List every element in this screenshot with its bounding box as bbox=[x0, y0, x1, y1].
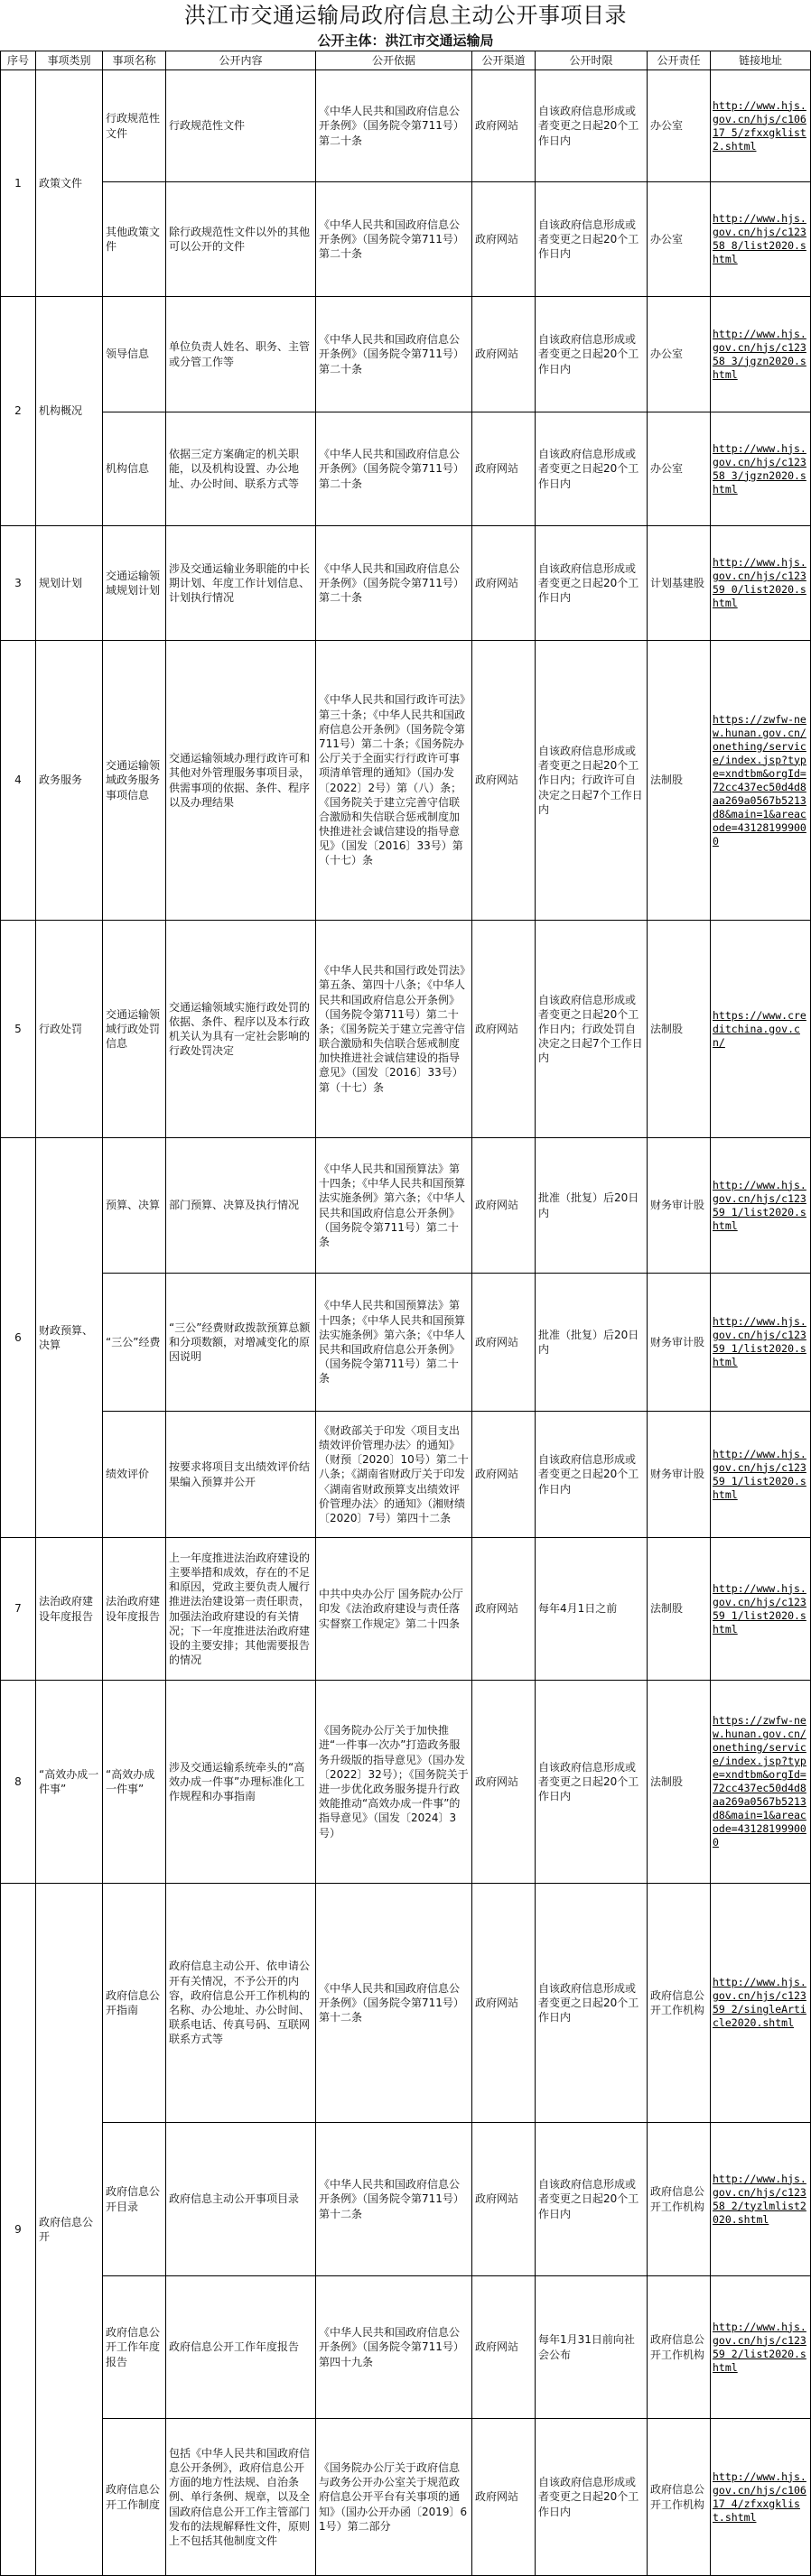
timeline-cell: 批准（批复）后20日内 bbox=[536, 1138, 648, 1274]
item-name-cell: 机构信息 bbox=[103, 412, 166, 526]
header-channel: 公开渠道 bbox=[472, 51, 536, 70]
basis-cell: 《中华人民共和国预算法》第十四条；《中华人民共和国预算法实施条例》第六条；《中华人民共和国政府信息公开条例》（国务院令第711号）第二十条 bbox=[316, 1138, 472, 1274]
timeline-cell: 自该政府信息形成或者变更之日起20个工作日内；行政许可自决定之日起7个工作日内 bbox=[536, 641, 648, 921]
table-body bbox=[1, 70, 811, 2576]
category-cell: 政务服务 bbox=[36, 641, 103, 921]
content-cell: 按要求将项目支出绩效评价结果编入预算并公开 bbox=[166, 1412, 316, 1538]
channel-cell: 政府网站 bbox=[472, 182, 536, 297]
content-cell: 政府信息主动公开、依申请公开有关情况，不予公开的内容，政府信息公开工作机构的名称、办公地址、办公时间、联系电话、传真号码、互联网联系方式等 bbox=[166, 1884, 316, 2123]
responsible-cell: 财务审计股 bbox=[648, 1274, 711, 1412]
basis-cell: 《中华人民共和国政府信息公开条例》（国务院令第711号）第十二条 bbox=[316, 1884, 472, 2123]
category-cell: 财政预算、决算 bbox=[36, 1138, 103, 1538]
header-category: 事项类别 bbox=[36, 51, 103, 70]
item-name-cell: 政府信息公开目录 bbox=[103, 2123, 166, 2276]
table-row bbox=[1, 1274, 811, 1412]
header-responsible: 公开责任 bbox=[648, 51, 711, 70]
channel-cell: 政府网站 bbox=[472, 921, 536, 1138]
channel-cell: 政府网站 bbox=[472, 297, 536, 412]
basis-cell: 《中华人民共和国政府信息公开条例》（国务院令第711号）第二十条 bbox=[316, 70, 472, 182]
channel-cell: 政府网站 bbox=[472, 2419, 536, 2576]
responsible-cell: 财务审计股 bbox=[648, 1412, 711, 1538]
timeline-cell: 每年1月31日前向社会公布 bbox=[536, 2276, 648, 2419]
item-name-cell: 交通运输领域规划计划 bbox=[103, 526, 166, 641]
table-row bbox=[1, 526, 811, 641]
table-header-row bbox=[1, 51, 811, 70]
link-cell[interactable]: http://www.hjs.gov.cn/hjs/c10617 5/zfxxgklist2.shtml bbox=[711, 70, 811, 182]
item-name-cell: 交通运输领域行政处罚信息 bbox=[103, 921, 166, 1138]
basis-cell: 《国务院办公厅关于加快推进“一件事一次办”打造政务服务升级版的指导意见》（国办发〔2022〕32号）；《国务院关于进一步优化政务服务提升行政效能推动“高效办成一件事”的指导意见》（国发〔2024〕3号） bbox=[316, 1681, 472, 1884]
basis-cell: 《中华人民共和国预算法》第十四条；《中华人民共和国预算法实施条例》第六条；《中华人民共和国政府信息公开条例》（国务院令第711号）第二十条 bbox=[316, 1274, 472, 1412]
row-index-cell: 4 bbox=[1, 641, 36, 921]
row-index-cell: 3 bbox=[1, 526, 36, 641]
disclosure-catalog-table bbox=[0, 51, 811, 2576]
basis-cell: 《中华人民共和国政府信息公开条例》（国务院令第711号）第二十条 bbox=[316, 182, 472, 297]
link-cell[interactable]: http://www.hjs.gov.cn/hjs/c12358 3/jgzn2020.shtml bbox=[711, 297, 811, 412]
responsible-cell: 政府信息公开工作机构 bbox=[648, 2123, 711, 2276]
timeline-cell: 自该政府信息形成或者变更之日起20个工作日内 bbox=[536, 2123, 648, 2276]
channel-cell: 政府网站 bbox=[472, 1681, 536, 1884]
link-cell[interactable]: http://www.hjs.gov.cn/hjs/c12358 3/jgzn2020.shtml bbox=[711, 412, 811, 526]
responsible-cell: 办公室 bbox=[648, 412, 711, 526]
responsible-cell: 法制股 bbox=[648, 641, 711, 921]
timeline-cell: 自该政府信息形成或者变更之日起20个工作日内；行政处罚自决定之日起7个工作日内 bbox=[536, 921, 648, 1138]
responsible-cell: 政府信息公开工作机构 bbox=[648, 2419, 711, 2576]
item-name-cell: 领导信息 bbox=[103, 297, 166, 412]
table-row bbox=[1, 2276, 811, 2419]
row-index-cell: 5 bbox=[1, 921, 36, 1138]
item-name-cell: 法治政府建设年度报告 bbox=[103, 1538, 166, 1681]
header-content: 公开内容 bbox=[166, 51, 316, 70]
row-index-cell: 2 bbox=[1, 297, 36, 526]
category-cell: 政府信息公开 bbox=[36, 1884, 103, 2576]
header-link: 链接地址 bbox=[711, 51, 811, 70]
link-cell[interactable]: http://www.hjs.gov.cn/hjs/c12359 1/list2020.shtml bbox=[711, 1538, 811, 1681]
responsible-cell: 政府信息公开工作机构 bbox=[648, 1884, 711, 2123]
link-cell[interactable]: http://www.hjs.gov.cn/hjs/c12359 1/list2020.shtml bbox=[711, 1274, 811, 1412]
link-cell[interactable]: http://www.hjs.gov.cn/hjs/c12358 2/tyzlmlist2020.shtml bbox=[711, 2123, 811, 2276]
channel-cell: 政府网站 bbox=[472, 526, 536, 641]
item-name-cell: 政府信息公开指南 bbox=[103, 1884, 166, 2123]
link-cell[interactable]: http://www.hjs.gov.cn/hjs/c10617 4/zfxxgklist.shtml bbox=[711, 2419, 811, 2576]
timeline-cell: 自该政府信息形成或者变更之日起20个工作日内 bbox=[536, 70, 648, 182]
link-cell[interactable]: http://www.hjs.gov.cn/hjs/c12359 1/list2020.shtml bbox=[711, 1138, 811, 1274]
channel-cell: 政府网站 bbox=[472, 1274, 536, 1412]
table-row bbox=[1, 182, 811, 297]
responsible-cell: 办公室 bbox=[648, 297, 711, 412]
timeline-cell: 自该政府信息形成或者变更之日起20个工作日内 bbox=[536, 526, 648, 641]
row-index-cell: 9 bbox=[1, 1884, 36, 2576]
item-name-cell: 预算、决算 bbox=[103, 1138, 166, 1274]
channel-cell: 政府网站 bbox=[472, 412, 536, 526]
link-cell[interactable]: https://zwfw-new.hunan.gov.cn/onething/service/index.jsp?type=xndtbm&orgId=72cc437ec50d4d8aa269a0567b5213d8&main=1&areacode=431281999000 bbox=[711, 1681, 811, 1884]
basis-cell: 《中华人民共和国政府信息公开条例》（国务院令第711号）第二十条 bbox=[316, 297, 472, 412]
content-cell: 交通运输领域办理行政许可和其他对外管理服务事项目录，供需事项的依据、条件、程序以及办理结果 bbox=[166, 641, 316, 921]
timeline-cell: 每年4月1日之前 bbox=[536, 1538, 648, 1681]
table-row bbox=[1, 1681, 811, 1884]
item-name-cell: 交通运输领域政务服务事项信息 bbox=[103, 641, 166, 921]
header-timeline: 公开时限 bbox=[536, 51, 648, 70]
publisher-subtitle: 公开主体：洪江市交通运输局 bbox=[317, 32, 494, 49]
content-cell: “三公”经费财政拨款预算总额和分项数额，对增减变化的原因说明 bbox=[166, 1274, 316, 1412]
responsible-cell: 法制股 bbox=[648, 921, 711, 1138]
channel-cell: 政府网站 bbox=[472, 2276, 536, 2419]
basis-cell: 《中华人民共和国政府信息公开条例》（国务院令第711号）第四十九条 bbox=[316, 2276, 472, 2419]
content-cell: 依据三定方案确定的机关职能，以及机构设置、办公地址、办公时间、联系方式等 bbox=[166, 412, 316, 526]
content-cell: 政府信息主动公开事项目录 bbox=[166, 2123, 316, 2276]
channel-cell: 政府网站 bbox=[472, 1138, 536, 1274]
row-index-cell: 1 bbox=[1, 70, 36, 297]
category-cell: 法治政府建设年度报告 bbox=[36, 1538, 103, 1681]
content-cell: 包括《中华人民共和国政府信息公开条例》，政府信息公开方面的地方性法规、自治条例、单行条例、规章，以及全国政府信息公开工作主管部门发布的法规解释性文件，原则上不包括其他制度文件 bbox=[166, 2419, 316, 2576]
content-cell: 涉及交通运输业务职能的中长期计划、年度工作计划信息、计划执行情况 bbox=[166, 526, 316, 641]
responsible-cell: 政府信息公开工作机构 bbox=[648, 2276, 711, 2419]
timeline-cell: 自该政府信息形成或者变更之日起20个工作日内 bbox=[536, 2419, 648, 2576]
basis-cell: 《国务院办公厅关于政府信息与政务公开办公室关于规范政府信息公开平台有关事项的通知》（国办公开办函〔2019〕61号）第二部分 bbox=[316, 2419, 472, 2576]
content-cell: 涉及交通运输系统牵头的“高效办成一件事”办理标准化工作规程和办事指南 bbox=[166, 1681, 316, 1884]
basis-cell: 《中华人民共和国政府信息公开条例》（国务院令第711号）第十二条 bbox=[316, 2123, 472, 2276]
item-name-cell: 政府信息公开工作制度 bbox=[103, 2419, 166, 2576]
content-cell: 交通运输领域实施行政处罚的依据、条件、程序以及本行政机关认为具有一定社会影响的行政处罚决定 bbox=[166, 921, 316, 1138]
responsible-cell: 法制股 bbox=[648, 1538, 711, 1681]
timeline-cell: 批准（批复）后20日内 bbox=[536, 1274, 648, 1412]
responsible-cell: 计划基建股 bbox=[648, 526, 711, 641]
table-row bbox=[1, 297, 811, 412]
table-row bbox=[1, 641, 811, 921]
responsible-cell: 财务审计股 bbox=[648, 1138, 711, 1274]
content-cell: 上一年度推进法治政府建设的主要举措和成效，存在的不足和原因，党政主要负责人履行推进法治建设第一责任职责，加强法治政府建设的有关情况；下一年度推进法治政府建设的主要安排；其他需要报告的情况 bbox=[166, 1538, 316, 1681]
link-cell[interactable]: http://www.hjs.gov.cn/hjs/c12358 8/list2020.shtml bbox=[711, 182, 811, 297]
table-row bbox=[1, 412, 811, 526]
row-index-cell: 8 bbox=[1, 1681, 36, 1884]
channel-cell: 政府网站 bbox=[472, 1412, 536, 1538]
row-index-cell: 6 bbox=[1, 1138, 36, 1538]
timeline-cell: 自该政府信息形成或者变更之日起20个工作日内 bbox=[536, 297, 648, 412]
responsible-cell: 办公室 bbox=[648, 182, 711, 297]
basis-cell: 《中华人民共和国行政许可法》第三十条；《中华人民共和国政府信息公开条例》（国务院令第711号）第二十条；《国务院办公厅关于全面实行行政许可事项清单管理的通知》（国办发〔2022〕2号）第（八）条；《国务院关于建立完善守信联合激励和失信联合惩戒制度加快推进社会诚信建设的指导意见》（国发〔2016〕33号）第（十七）条 bbox=[316, 641, 472, 921]
channel-cell: 政府网站 bbox=[472, 1884, 536, 2123]
table-row bbox=[1, 2419, 811, 2576]
table-row bbox=[1, 921, 811, 1138]
header-basis: 公开依据 bbox=[316, 51, 472, 70]
table-row bbox=[1, 1538, 811, 1681]
page-title: 洪江市交通运输局政府信息主动公开事项目录 bbox=[184, 3, 627, 28]
timeline-cell: 自该政府信息形成或者变更之日起20个工作日内 bbox=[536, 1681, 648, 1884]
content-cell: 行政规范性文件 bbox=[166, 70, 316, 182]
item-name-cell: 政府信息公开工作年度报告 bbox=[103, 2276, 166, 2419]
channel-cell: 政府网站 bbox=[472, 1538, 536, 1681]
channel-cell: 政府网站 bbox=[472, 70, 536, 182]
table-row bbox=[1, 1884, 811, 2123]
link-cell[interactable]: http://www.hjs.gov.cn/hjs/c12359 1/list2020.shtml bbox=[711, 1412, 811, 1538]
item-name-cell: 其他政策文件 bbox=[103, 182, 166, 297]
basis-cell: 《中华人民共和国政府信息公开条例》（国务院令第711号）第二十条 bbox=[316, 412, 472, 526]
link-cell[interactable]: http://www.hjs.gov.cn/hjs/c12359 0/list2020.shtml bbox=[711, 526, 811, 641]
header-item-name: 事项名称 bbox=[103, 51, 166, 70]
category-cell: 行政处罚 bbox=[36, 921, 103, 1138]
link-cell[interactable]: https://www.creditchina.gov.cn/ bbox=[711, 921, 811, 1138]
category-cell: 机构概况 bbox=[36, 297, 103, 526]
category-cell: “高效办成一件事” bbox=[36, 1681, 103, 1884]
link-cell[interactable]: https://zwfw-new.hunan.gov.cn/onething/service/index.jsp?type=xndtbm&orgId=72cc437ec50d4d8aa269a0567b5213d8&main=1&areacode=431281999000 bbox=[711, 641, 811, 921]
item-name-cell: 行政规范性文件 bbox=[103, 70, 166, 182]
content-cell: 部门预算、决算及执行情况 bbox=[166, 1138, 316, 1274]
item-name-cell: “高效办成一件事” bbox=[103, 1681, 166, 1884]
table-row bbox=[1, 1412, 811, 1538]
responsible-cell: 办公室 bbox=[648, 70, 711, 182]
table-row bbox=[1, 2123, 811, 2276]
item-name-cell: “三公”经费 bbox=[103, 1274, 166, 1412]
link-cell[interactable]: http://www.hjs.gov.cn/hjs/c12359 2/list2020.shtml bbox=[711, 2276, 811, 2419]
content-cell: 除行政规范性文件以外的其他可以公开的文件 bbox=[166, 182, 316, 297]
timeline-cell: 自该政府信息形成或者变更之日起20个工作日内 bbox=[536, 1884, 648, 2123]
basis-cell: 《中华人民共和国行政处罚法》第五条、第四十八条；《中华人民共和国政府信息公开条例》（国务院令第711号）第二十条；《国务院关于建立完善守信联合激励和失信联合惩戒制度加快推进社会诚信建设的指导意见》（国发〔2016〕33号）第（十七）条 bbox=[316, 921, 472, 1138]
timeline-cell: 自该政府信息形成或者变更之日起20个工作日内 bbox=[536, 412, 648, 526]
basis-cell: 中共中央办公厅 国务院办公厅印发《法治政府建设与责任落实督察工作规定》第二十四条 bbox=[316, 1538, 472, 1681]
row-index-cell: 7 bbox=[1, 1538, 36, 1681]
item-name-cell: 绩效评价 bbox=[103, 1412, 166, 1538]
channel-cell: 政府网站 bbox=[472, 641, 536, 921]
category-cell: 政策文件 bbox=[36, 70, 103, 297]
basis-cell: 《财政部关于印发〈项目支出绩效评价管理办法〉的通知》（财预〔2020〕10号）第二十八条；《湖南省财政厅关于印发〈湖南省财政预算支出绩效评价管理办法〉的通知》（湘财绩〔2020〕7号）第四十二条 bbox=[316, 1412, 472, 1538]
basis-cell: 《中华人民共和国政府信息公开条例》（国务院令第711号）第二十条 bbox=[316, 526, 472, 641]
content-cell: 政府信息公开工作年度报告 bbox=[166, 2276, 316, 2419]
header-index: 序号 bbox=[1, 51, 36, 70]
link-cell[interactable]: http://www.hjs.gov.cn/hjs/c12359 2/singleArticle2020.shtml bbox=[711, 1884, 811, 2123]
channel-cell: 政府网站 bbox=[472, 2123, 536, 2276]
content-cell: 单位负责人姓名、职务、主管或分管工作等 bbox=[166, 297, 316, 412]
table-row bbox=[1, 70, 811, 182]
responsible-cell: 法制股 bbox=[648, 1681, 711, 1884]
table-row bbox=[1, 1138, 811, 1274]
category-cell: 规划计划 bbox=[36, 526, 103, 641]
timeline-cell: 自该政府信息形成或者变更之日起20个工作日内 bbox=[536, 182, 648, 297]
timeline-cell: 自该政府信息形成或者变更之日起20个工作日内 bbox=[536, 1412, 648, 1538]
